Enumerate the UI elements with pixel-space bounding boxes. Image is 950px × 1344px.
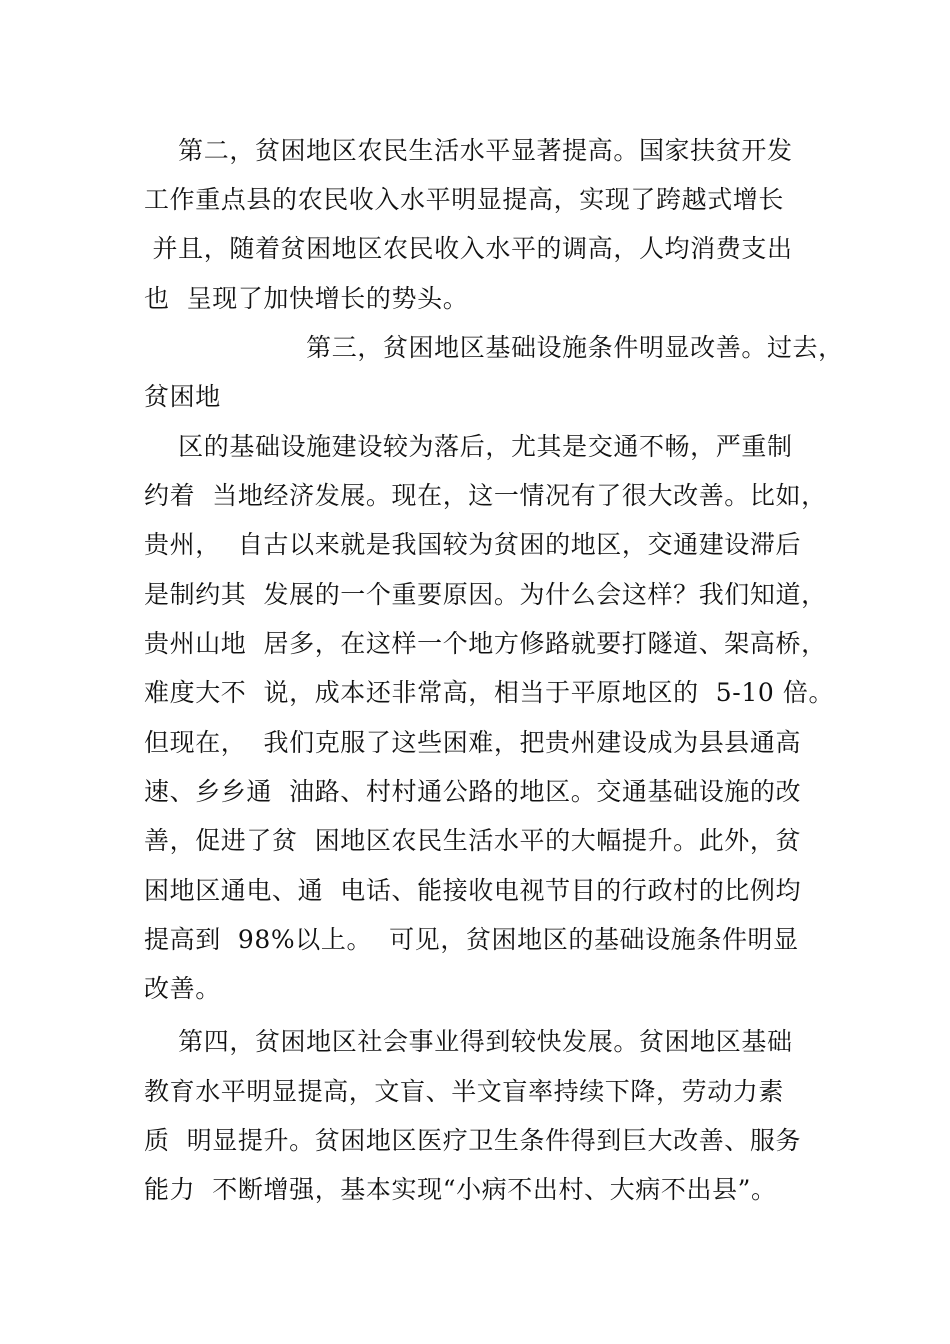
text-line: 约着 当地经济发展。现在，这一情况有了很大改善。比如，: [144, 481, 827, 510]
text-line: 速、乡乡通 油路、村村通公路的地区。交通基础设施的改: [144, 777, 802, 806]
text-line: 区的基础设施建设较为落后，尤其是交通不畅，严重制: [144, 432, 793, 461]
text-line: 但现在， 我们克服了这些困难，把贵州建设成为县县通高: [144, 728, 802, 757]
text-line: 也 呈现了加快增长的势头。: [144, 284, 469, 313]
text-line: 提高到 98%以上。 可见，贫困地区的基础设施条件明显: [144, 925, 799, 954]
text-line: 贵州， 自古以来就是我国较为贫困的地区，交通建设滞后: [144, 530, 802, 559]
text-line: 第四，贫困地区社会事业得到较快发展。贫困地区基础: [144, 1027, 793, 1056]
text-line: 质 明显提升。贫困地区医疗卫生条件得到巨大改善、服务: [144, 1126, 802, 1155]
text-line: 第三，贫困地区基础设施条件明显改善。过去，: [144, 333, 844, 362]
text-line: 难度大不 说，成本还非常高，相当于平原地区的 5-10 倍。: [144, 678, 835, 707]
text-line: 工作重点县的农民收入水平明显提高，实现了跨越式增长: [144, 185, 785, 214]
text-line: 善，促进了贫 困地区农民生活水平的大幅提升。此外，贫: [144, 826, 802, 855]
text-line: 是制约其 发展的一个重要原因。为什么会这样？我们知道，: [144, 580, 827, 609]
text-line: 并且，随着贫困地区农民收入水平的调高，人均消费支出: [144, 234, 793, 263]
text-line: 改善。: [144, 974, 221, 1003]
text-line: 困地区通电、通 电话、能接收电视节目的行政村的比例均: [144, 876, 802, 905]
text-line: 贵州山地 居多，在这样一个地方修路就要打隧道、架高桥，: [144, 629, 827, 658]
text-line: 教育水平明显提高，文盲、半文盲率持续下降，劳动力素: [144, 1077, 785, 1106]
text-line: 贫困地: [144, 382, 221, 411]
text-line: 第二，贫困地区农民生活水平显著提高。国家扶贫开发: [144, 136, 793, 165]
text-line: 能力 不断增强，基本实现“小病不出村、大病不出县”。: [144, 1175, 777, 1204]
